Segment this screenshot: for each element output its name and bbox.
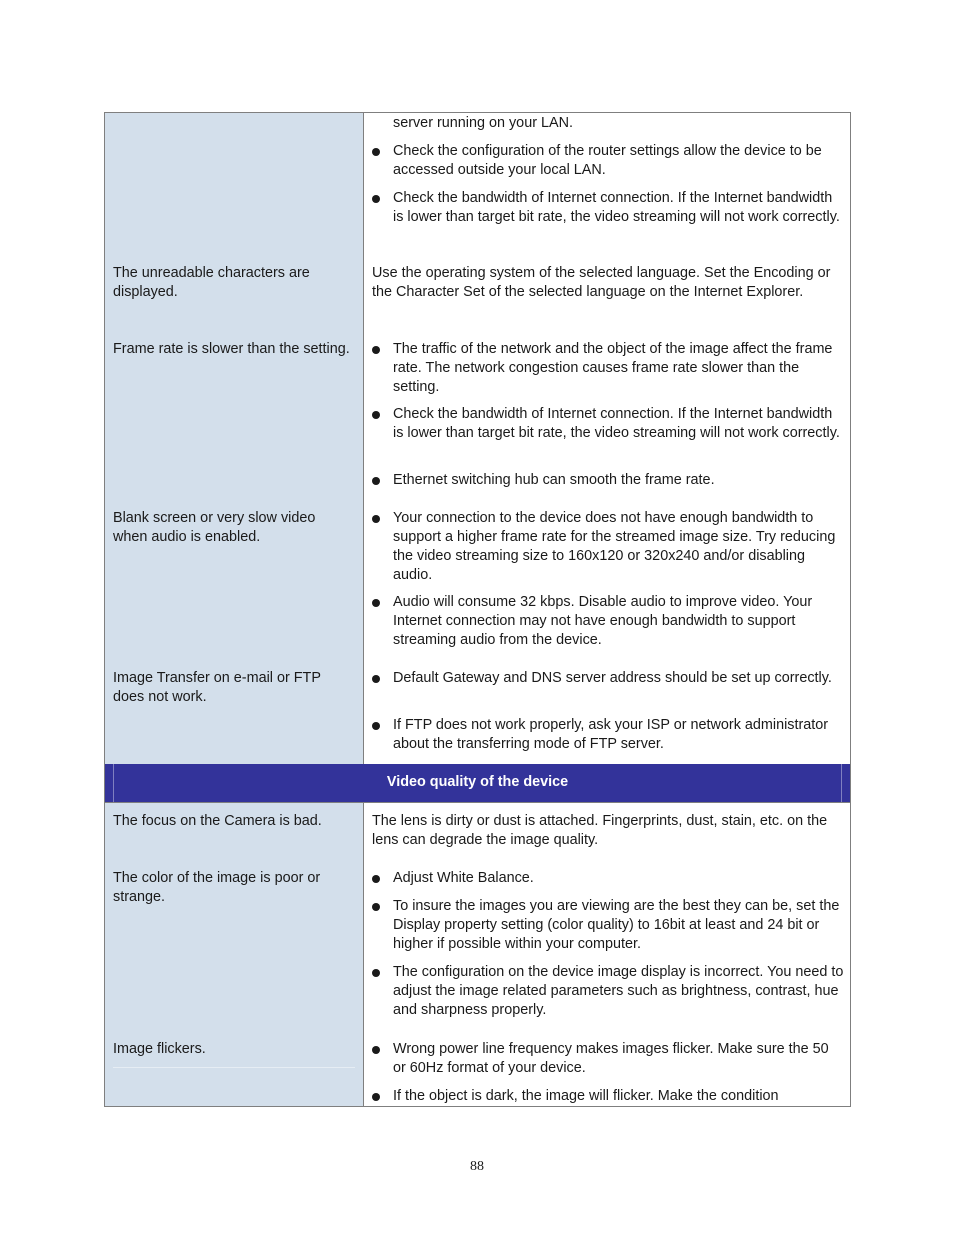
- table-row: [105, 500, 850, 661]
- table-row: [105, 255, 850, 332]
- bullet-icon: [372, 195, 380, 203]
- problem-cell: [105, 860, 364, 1030]
- bullet-icon: [372, 722, 380, 730]
- list-item: Check the configuration of the router settings allow the device to be accessed outside your local LAN.: [372, 142, 844, 180]
- problem-text: Image flickers.: [113, 1041, 206, 1057]
- problem-text: The focus on the Camera is bad.: [113, 813, 322, 829]
- table-row: [105, 331, 850, 501]
- problem-cell: [105, 500, 364, 660]
- list-item: The configuration on the device image display is incorrect. You need to adjust the image related parameters such as brightness, contrast, hue and sharpness properly.: [372, 963, 844, 1020]
- list-item: If the object is dark, the image will flicker. Make the condition: [372, 1087, 844, 1106]
- section-header: [105, 764, 850, 803]
- solution-cell: [364, 660, 850, 764]
- problem-cell: [105, 331, 364, 500]
- problem-text: The unreadable characters are displayed.: [113, 265, 310, 300]
- list-item: Ethernet switching hub can smooth the frame rate.: [372, 471, 844, 490]
- problem-cell: [105, 660, 364, 764]
- problem-cell: [105, 255, 364, 331]
- list-item: To insure the images you are viewing are the best they can be, set the Display property setting (color quality) to 16bit at least and 24 bit or higher if possible within your computer.: [372, 897, 844, 954]
- table-row: [105, 1030, 850, 1106]
- bullet-icon: [372, 599, 380, 607]
- solution-cell: [364, 860, 850, 1030]
- list-item: Wrong power line frequency makes images flicker. Make sure the 50 or 60Hz format of your device.: [372, 1040, 844, 1078]
- solution-cell: [364, 113, 850, 255]
- table-row: [105, 660, 850, 765]
- bullet-icon: [372, 411, 380, 419]
- problem-cell: [105, 113, 364, 255]
- solution-cell: [364, 803, 850, 860]
- problem-cell: [105, 1030, 364, 1106]
- cell-rule: [113, 1067, 355, 1068]
- solution-text: The lens is dirty or dust is attached. Fingerprints, dust, stain, etc. on the lens can degrade the image quality.: [372, 813, 828, 848]
- continuation-text: server running on your LAN.: [393, 115, 573, 131]
- list-item: The traffic of the network and the object of the image affect the frame rate. The network congestion causes frame rate slower than the setting.: [372, 340, 844, 397]
- problem-text: Frame rate is slower than the setting.: [113, 341, 350, 357]
- table-row: [105, 113, 850, 256]
- solution-cell: [364, 331, 850, 500]
- list-item: Your connection to the device does not have enough bandwidth to support a higher frame rate for the streamed image size. Try reducing the video streaming size to 160x120 or 320x240 and/or disabling audio.: [372, 509, 844, 585]
- problem-text: The color of the image is poor or strange.: [113, 870, 321, 905]
- problem-cell: [105, 803, 364, 860]
- list-item: Audio will consume 32 kbps. Disable audio to improve video. Your Internet connection may not have enough bandwidth to support streaming audio from the device.: [372, 593, 844, 650]
- bullet-icon: [372, 515, 380, 523]
- bullet-icon: [372, 148, 380, 156]
- solution-text: Use the operating system of the selected language. Set the Encoding or the Character Set of the selected language on the Internet Explorer.: [372, 265, 831, 300]
- bullet-icon: [372, 675, 380, 683]
- list-item: Default Gateway and DNS server address should be set up correctly.: [372, 669, 844, 688]
- problem-text: Image Transfer on e-mail or FTP does not work.: [113, 670, 321, 705]
- problem-text: Blank screen or very slow video when audio is enabled.: [113, 510, 316, 545]
- list-item: Adjust White Balance.: [372, 869, 844, 888]
- bullet-icon: [372, 903, 380, 911]
- bullet-icon: [372, 1046, 380, 1054]
- bullet-icon: [372, 969, 380, 977]
- troubleshooting-table: [104, 112, 851, 1107]
- solution-cell: [364, 500, 850, 660]
- bullet-icon: [372, 346, 380, 354]
- section-title: Video quality of the device: [386, 774, 569, 790]
- list-item: Check the bandwidth of Internet connection. If the Internet bandwidth is lower than target bit rate, the video streaming will not work correctly.: [372, 405, 844, 443]
- bullet-icon: [372, 1093, 380, 1101]
- bullet-icon: [372, 875, 380, 883]
- list-item: Check the bandwidth of Internet connection. If the Internet bandwidth is lower than target bit rate, the video streaming will not work correctly.: [372, 189, 844, 227]
- page-number: 88: [470, 1159, 484, 1174]
- list-item: If FTP does not work properly, ask your ISP or network administrator about the transferring mode of FTP server.: [372, 716, 844, 754]
- bullet-icon: [372, 477, 380, 485]
- table-row: [105, 803, 850, 861]
- table-row: [105, 860, 850, 1031]
- solution-cell: [364, 1030, 850, 1106]
- solution-cell: [364, 255, 850, 331]
